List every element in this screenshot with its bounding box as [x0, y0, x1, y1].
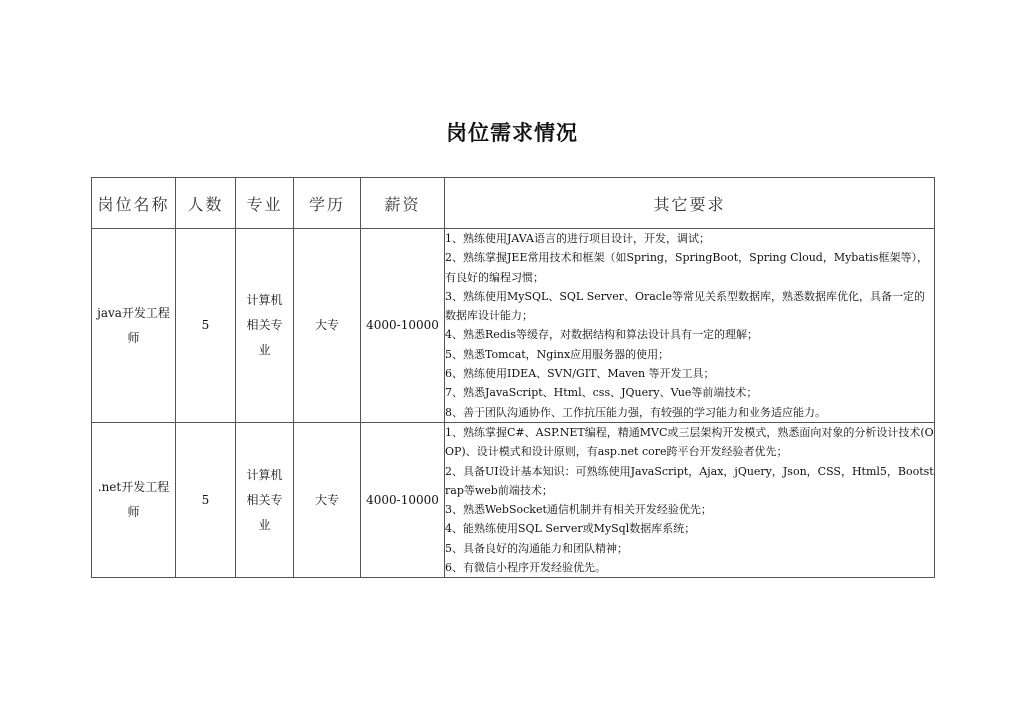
- header-requirements: 其它要求: [445, 178, 935, 229]
- header-position: 岗位名称: [92, 178, 176, 229]
- table-row: [92, 229, 935, 423]
- requirement-line: 1、熟练使用JAVA语言的进行项目设计，开发，调试；: [445, 232, 710, 245]
- position-cell: [92, 229, 176, 423]
- requirement-line: 5、具备良好的沟通能力和团队精神；: [445, 541, 628, 555]
- major-cell: [236, 423, 294, 578]
- major-text: 计算机相关专业: [246, 293, 283, 357]
- count-cell: 5: [176, 229, 236, 423]
- page-title: 岗位需求情况: [446, 121, 578, 145]
- position-name: java开发工程师: [97, 305, 170, 345]
- education-cell: 大专: [294, 423, 361, 578]
- requirements-cell: [445, 423, 935, 578]
- header-major: 专业: [236, 178, 294, 229]
- salary-cell: 4000-10000: [361, 423, 445, 578]
- position-name: .net开发工程师: [97, 480, 170, 520]
- requirement-line: 1、熟练掌握C#、ASP.NET编程，精通MVC或三层架构开发模式，熟悉面向对象的分析设计技术(OOP)、设计模式和设计原则，有asp.net core跨平台开发经验者优先；: [445, 426, 934, 459]
- requirement-line: 8、善于团队沟通协作、工作抗压能力强，有较强的学习能力和业务适应能力。: [445, 405, 826, 419]
- major-text: 计算机相关专业: [246, 467, 283, 532]
- requirement-line: 2、具备UI设计基本知识：可熟练使用JavaScript，Ajax，jQuery，Json，CSS，Html5，Bootstrap等web前端技术；: [445, 464, 934, 497]
- requirement-line: 4、能熟练使用SQL Server或MySql数据库系统；: [445, 522, 696, 536]
- requirement-line: 6、熟练使用IDEA、SVN/GIT、Maven 等开发工具；: [445, 367, 715, 381]
- salary-cell: 4000-10000: [361, 229, 445, 423]
- requirement-line: 5、熟悉Tomcat，Nginx应用服务器的使用；: [445, 347, 670, 361]
- requirement-line: 7、熟悉JavaScript、Html、css、JQuery、Vue等前端技术；: [445, 386, 758, 400]
- job-requirements-table: [91, 177, 935, 578]
- requirement-line: 2、熟练掌握JEE常用技术和框架（如Spring，SpringBoot，Spring Cloud，Mybatis框架等），有良好的编程习惯；: [445, 251, 928, 284]
- requirement-line: 3、熟练使用MySQL、SQL Server、Oracle等常见关系型数据库，熟悉数据库优化，具备一定的数据库设计能力；: [445, 289, 925, 323]
- requirement-line: 3、熟悉WebSocket通信机制并有相关开发经验优先；: [445, 503, 712, 517]
- requirement-line: 4、熟悉Redis等缓存，对数据结构和算法设计具有一定的理解；: [445, 328, 758, 342]
- education-cell: 大专: [294, 229, 361, 423]
- position-cell: [92, 423, 176, 578]
- count-cell: 5: [176, 423, 236, 578]
- table-header-row: [92, 178, 935, 229]
- requirements-cell: [445, 229, 935, 423]
- requirement-line: 6、有微信小程序开发经验优先。: [445, 561, 606, 575]
- header-salary: 薪资: [361, 178, 445, 229]
- header-count: 人数: [176, 178, 236, 229]
- header-education: 学历: [294, 178, 361, 229]
- major-cell: [236, 229, 294, 423]
- table-row: [92, 423, 935, 578]
